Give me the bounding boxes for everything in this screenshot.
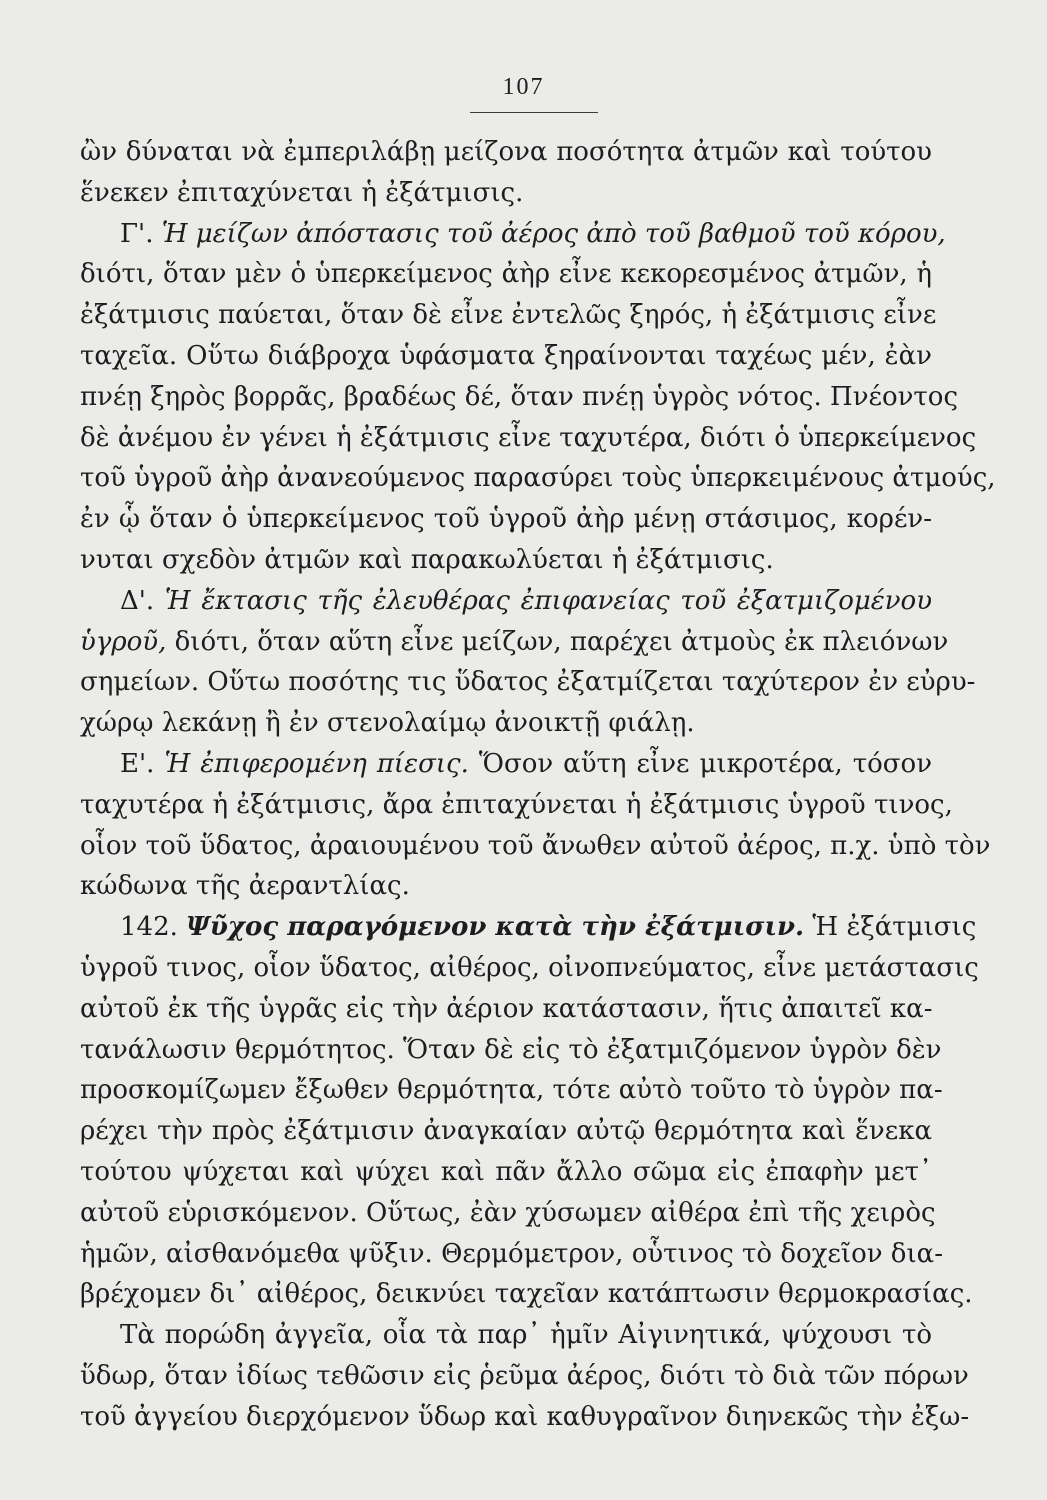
section-heading: Ἡ μείζων ἀπόστασις τοῦ ἀέρος ἀπὸ τοῦ βαθμοῦ τοῦ κόρου, [161,218,946,249]
text-line [80,744,932,785]
text-line [80,1111,932,1152]
line-text: τοῦ ὑγροῦ ἀὴρ ἀνανεούμενος παρασύρει τοὺς ὑπερκειμένους ἀτμούς, [80,463,996,494]
text-line [80,907,977,948]
text-line [80,1030,942,1071]
page-number: 107 [502,74,545,100]
text-line [80,989,932,1030]
line-text: κώδωνα τῆς ἀεραντλίας. [80,871,410,902]
text-line [80,540,932,581]
line-text: ὢν δύναται νὰ ἐμπεριλάβῃ μείζονα ποσότητα ἀτμῶν καὶ τούτου [80,137,932,167]
text-line [80,499,932,540]
section-heading: Ἡ ἔκτασις τῆς ἐλευθέρας ἐπιφανείας τοῦ ἐξατμιζομένου [164,585,932,616]
text-line [80,1193,936,1234]
line-text: ἕνεκεν ἐπιταχύνεται ἡ ἐξάτμισις. [80,177,524,208]
line-text: Ἡ ἐξάτμισις [812,912,977,943]
text-line [80,1274,973,1315]
text-line [80,1356,969,1397]
line-text: τοῦ ἀγγείου διερχόμενον ὕδωρ καὶ καθυγραῖνον διηνεκῶς τὴν ἐξω- [80,1401,970,1432]
section-label: 142. [120,912,178,943]
line-text: Τὰ πορώδη ἀγγεῖα, οἷα τὰ παρ᾽ ἡμῖν Αἰγινητικά, ψύχουσι τὸ [120,1320,932,1351]
line-text: νυται σχεδὸν ἀτμῶν καὶ παρακωλύεται ἡ ἐξάτμισις. [80,544,774,575]
line-text: δὲ ἀνέμου ἐν γένει ἡ ἐξάτμισις εἶνε ταχυτέρα, διότι ὁ ὑπερκείμενος [80,422,977,453]
line-text: ταχυτέρα ἡ ἐξάτμισις, ἄρα ἐπιταχύνεται ἡ ἐξάτμισις ὑγροῦ τινος, [80,789,953,820]
line-text: τούτου ψύχεται καὶ ψύχει καὶ πᾶν ἄλλο σῶμα εἰς ἐπαφὴν μετ᾽ [80,1156,932,1187]
text-line [80,173,932,214]
text-line [80,1397,970,1438]
text-line [80,377,959,418]
section-label: Γ'. [120,218,154,249]
line-text: ἐξάτμισις παύεται, ὅταν δὲ εἶνε ἐντελῶς ξηρός, ἡ ἐξάτμισις εἶνε [80,300,937,331]
line-text: ἐν ᾧ ὅταν ὁ ὑπερκείμενος τοῦ ὑγροῦ ἀὴρ μένῃ στάσιμος, κορέν- [80,504,932,535]
text-line [80,622,949,663]
line-text: τανάλωσιν θερμότητος. Ὅταν δὲ εἰς τὸ ἐξατμιζόμενον ὑγρὸν δὲν [80,1034,942,1065]
text-line [80,826,991,867]
section-heading: Ἡ ἐπιφερομένη πίεσις. [164,748,469,779]
line-text: αὐτοῦ ἐκ τῆς ὑγρᾶς εἰς τὴν ἀέριον κατάστασιν, ἥτις ἀπαιτεῖ κα- [80,993,933,1024]
line-text: οἷον τοῦ ὕδατος, ἀραιουμένου τοῦ ἄνωθεν αὐτοῦ ἀέρος, π.χ. ὑπὸ τὸν [80,830,991,861]
line-text: σημείων. Οὕτω ποσότης τις ὕδατος ἐξατμίζεται ταχύτερον ἐν εὐρυ- [80,667,976,698]
text-line [80,132,932,173]
line-text: χώρῳ λεκάνῃ ἢ ἐν στενολαίμῳ ἀνοικτῇ φιάλῃ. [80,708,695,739]
text-line [80,1315,932,1356]
line-text: Ὅσον αὕτη εἶνε μικροτέρα, τόσον [478,748,933,779]
line-text: ὕδωρ, ὅταν ἰδίως τεθῶσιν εἰς ῥεῦμα ἀέρος, διότι τὸ διὰ τῶν πόρων [80,1360,969,1391]
text-line [80,336,932,377]
text-line [80,866,932,907]
line-text: ταχεῖα. Οὕτω διάβροχα ὑφάσματα ξηραίνονται ταχέως μέν, ἐὰν [80,340,932,371]
text-line [80,1234,943,1275]
body-text [80,132,996,1438]
section-label: Δ'. [120,585,155,616]
line-text: ὑγροῦ τινος, οἷον ὕδατος, αἰθέρος, οἰνοπνεύματος, εἶνε μετάστασις [80,952,979,983]
line-text: βρέχομεν δι᾽ αἰθέρος, δεικνύει ταχεῖαν κατάπτωσιν θερμοκρασίας. [80,1279,973,1310]
section-heading: ὑγροῦ, [80,626,167,657]
text-line [80,1070,943,1111]
line-text: αὐτοῦ εὑρισκόμενον. Οὕτως, ἐὰν χύσωμεν αἰθέρα ἐπὶ τῆς χειρὸς [80,1197,936,1228]
text-line [80,581,932,622]
text-line [80,418,977,459]
line-text: ρέχει τὴν πρὸς ἐξάτμισιν ἀναγκαίαν αὐτῷ θερμότητα καὶ ἕνεκα [80,1116,932,1147]
line-text: πνέῃ ξηρὸς βορρᾶς, βραδέως δέ, ὅταν πνέῃ ὑγρὸς νότος. Πνέοντος [80,381,959,412]
text-line [80,785,953,826]
section-label: Ε'. [120,748,155,779]
text-line [80,1152,932,1193]
text-line [80,254,932,295]
line-text: διότι, ὅταν μὲν ὁ ὑπερκείμενος ἀὴρ εἶνε κεκορεσμένος ἀτμῶν, ἡ [80,259,932,290]
line-text: διότι, ὅταν αὕτη εἶνε μείζων, παρέχει ἀτμοὺς ἐκ πλειόνων [174,626,949,657]
text-line [80,214,946,255]
header-rule [470,112,598,113]
line-text: προσκομίζωμεν ἔξωθεν θερμότητα, τότε αὐτὸ τοῦτο τὸ ὑγρὸν πα- [80,1075,943,1106]
line-text: ἡμῶν, αἰσθανόμεθα ψῦξιν. Θερμόμετρον, οὗτινος τὸ δοχεῖον δια- [80,1238,943,1269]
section-title: Ψῦχος παραγόμενον κατὰ τὴν ἐξάτμισιν. [186,912,805,943]
text-line [80,948,979,989]
text-line [80,458,996,499]
text-line [80,295,937,336]
text-line [80,703,932,744]
text-line [80,662,976,703]
